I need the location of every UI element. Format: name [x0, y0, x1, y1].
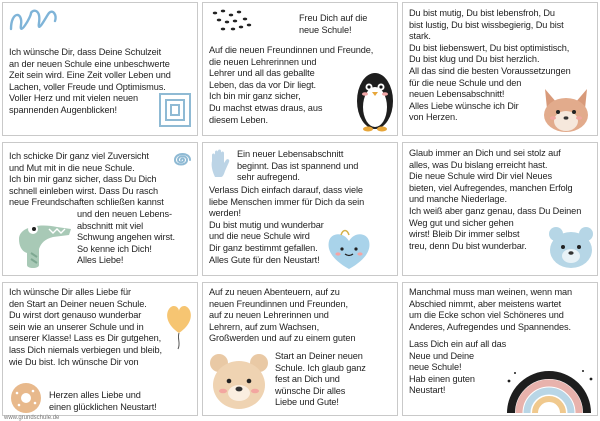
card-4: [2, 142, 198, 276]
card-3: [402, 2, 598, 136]
card-1: [2, 2, 198, 136]
card-5-text: Verlass Dich einfach darauf, dass viele liebe Menschen immer für Dich da sein werden! Du bist mutig und wunderbar und die neue Schule wird Dir ganz bestimmt gefallen. Alles Gute für den Neustart!: [209, 185, 365, 265]
balloon-icon: [163, 303, 195, 351]
bear-blue-icon: [547, 225, 595, 269]
spiral-icon: [167, 147, 195, 173]
card-5-text-top: Ein neuer Lebensabschnitt beginnt. Das ist spannend und sehr aufregend.: [237, 149, 359, 183]
card-9-text: Lass Dich ein auf all das Neue und Deine neue Schule! Hab einen guten Neustart!: [409, 339, 507, 396]
card-5: [202, 142, 398, 276]
card-4-text-right: und den neuen Lebens- abschnitt mit viel Schwung angehen wirst. So kenne ich Dich! Alles Liebe!: [77, 209, 175, 266]
teddy-bear-icon: [207, 351, 271, 413]
dots-icon: [209, 7, 259, 35]
card-grid: [2, 2, 598, 416]
crocodile-icon: [9, 209, 75, 273]
card-8-text-right: Start an Deiner neuen Schule. Ich glaub ganz fest an Dich und wünsche Dir alles Liebe und Gute!: [275, 351, 366, 408]
card-4-text-top: Ich schicke Dir ganz viel Zuversicht und Mut mit in die neue Schule. Ich bin mir ganz sicher, dass Du Dich schnell einleben wirst. Dass Du rasch neue Freundschaften schließen kannst: [9, 151, 164, 208]
card-7-text-bottom: Herzen alles Liebe und einen glücklichen Neustart!: [49, 390, 157, 412]
card-8-text-top: Auf zu neuen Abenteuern, auf zu neuen Freundinnen und Freunden, auf zu neuen Lehrerinnen und Lehrern, auf zum Wachsen, Großwerden und auf zu einem guten: [209, 287, 356, 344]
footer-url: www.grundschule.de: [4, 415, 60, 421]
rainbow-icon: [503, 367, 595, 415]
card-6: [402, 142, 598, 276]
card-9-text-top: Manchmal muss man weinen, wenn man Abschied nimmt, aber meistens wartet um die Ecke schon viel Schöneres und Anderes, Aufregendes und Spannendes.: [409, 287, 573, 332]
card-7: [2, 282, 198, 416]
card-6-text: Glaub immer an Dich und sei stolz auf alles, was Du bislang erreicht hast. Die neue Schule wird Dir viel Neues bieten, viel Aufregendes, manchen Erfolg und manche Niederlage. Ich weiß aber ganz genau, dass Du Deinen Weg gut und sicher gehen wirst! Bleib Dir immer selbst treu, denn Du bist wunderbar.: [409, 148, 582, 251]
card-2-text: Auf die neuen Freundinnen und Freunde, die neuen Lehrerinnen und Lehrer und all das geballte Leben, das da vor Dir liegt. Ich bin mir ganz sicher, Du machst etwas draus, aus diesem Leben.: [209, 45, 374, 125]
card-2-heading: Freu Dich auf die neue Schule!: [299, 13, 368, 35]
card-9: [402, 282, 598, 416]
spiral-square-icon: [157, 91, 193, 129]
card-1-text: Ich wünsche Dir, dass Deine Schulzeit an der neuen Schule eine unbeschwerte Zeit sein wird. Eine Zeit voller Leben und Lachen, voller Freude und Optimismus. Voller Herz und mit vielen neuen spannenden Augenblicken!: [9, 47, 171, 115]
card-7-text: Ich wünsche Dir alles Liebe für den Start an Deiner neuen Schule. Du wirst dort genauso wunderbar sein wie an unserer Schule und in unserer Klasse! Lass es Dir gutgehen, lass Dich niemals verbiegen und bleib, wie Du bist. Ich wünsche Dir von: [9, 287, 162, 367]
penguin-icon: [353, 63, 397, 133]
card-3-text: Du bist mutig, Du bist lebensfroh, Du bist lustig, Du bist wissbegierig, Du bist stark. Du bist liebenswert, Du bist optimistisch, Du bist klug und Du bist herzlich. All das sind die besten Voraussetzungen für die neue Schule und den neuen Lebensabschnitt! Alles Liebe wünsche ich Dir von Herzen.: [409, 8, 571, 123]
card-2: [202, 2, 398, 136]
heart-face-icon: [325, 229, 373, 273]
card-8: [202, 282, 398, 416]
donut-icon: [7, 381, 45, 415]
hand-icon: [209, 149, 233, 179]
squiggle-icon: [7, 7, 59, 37]
fox-icon: [539, 83, 593, 133]
